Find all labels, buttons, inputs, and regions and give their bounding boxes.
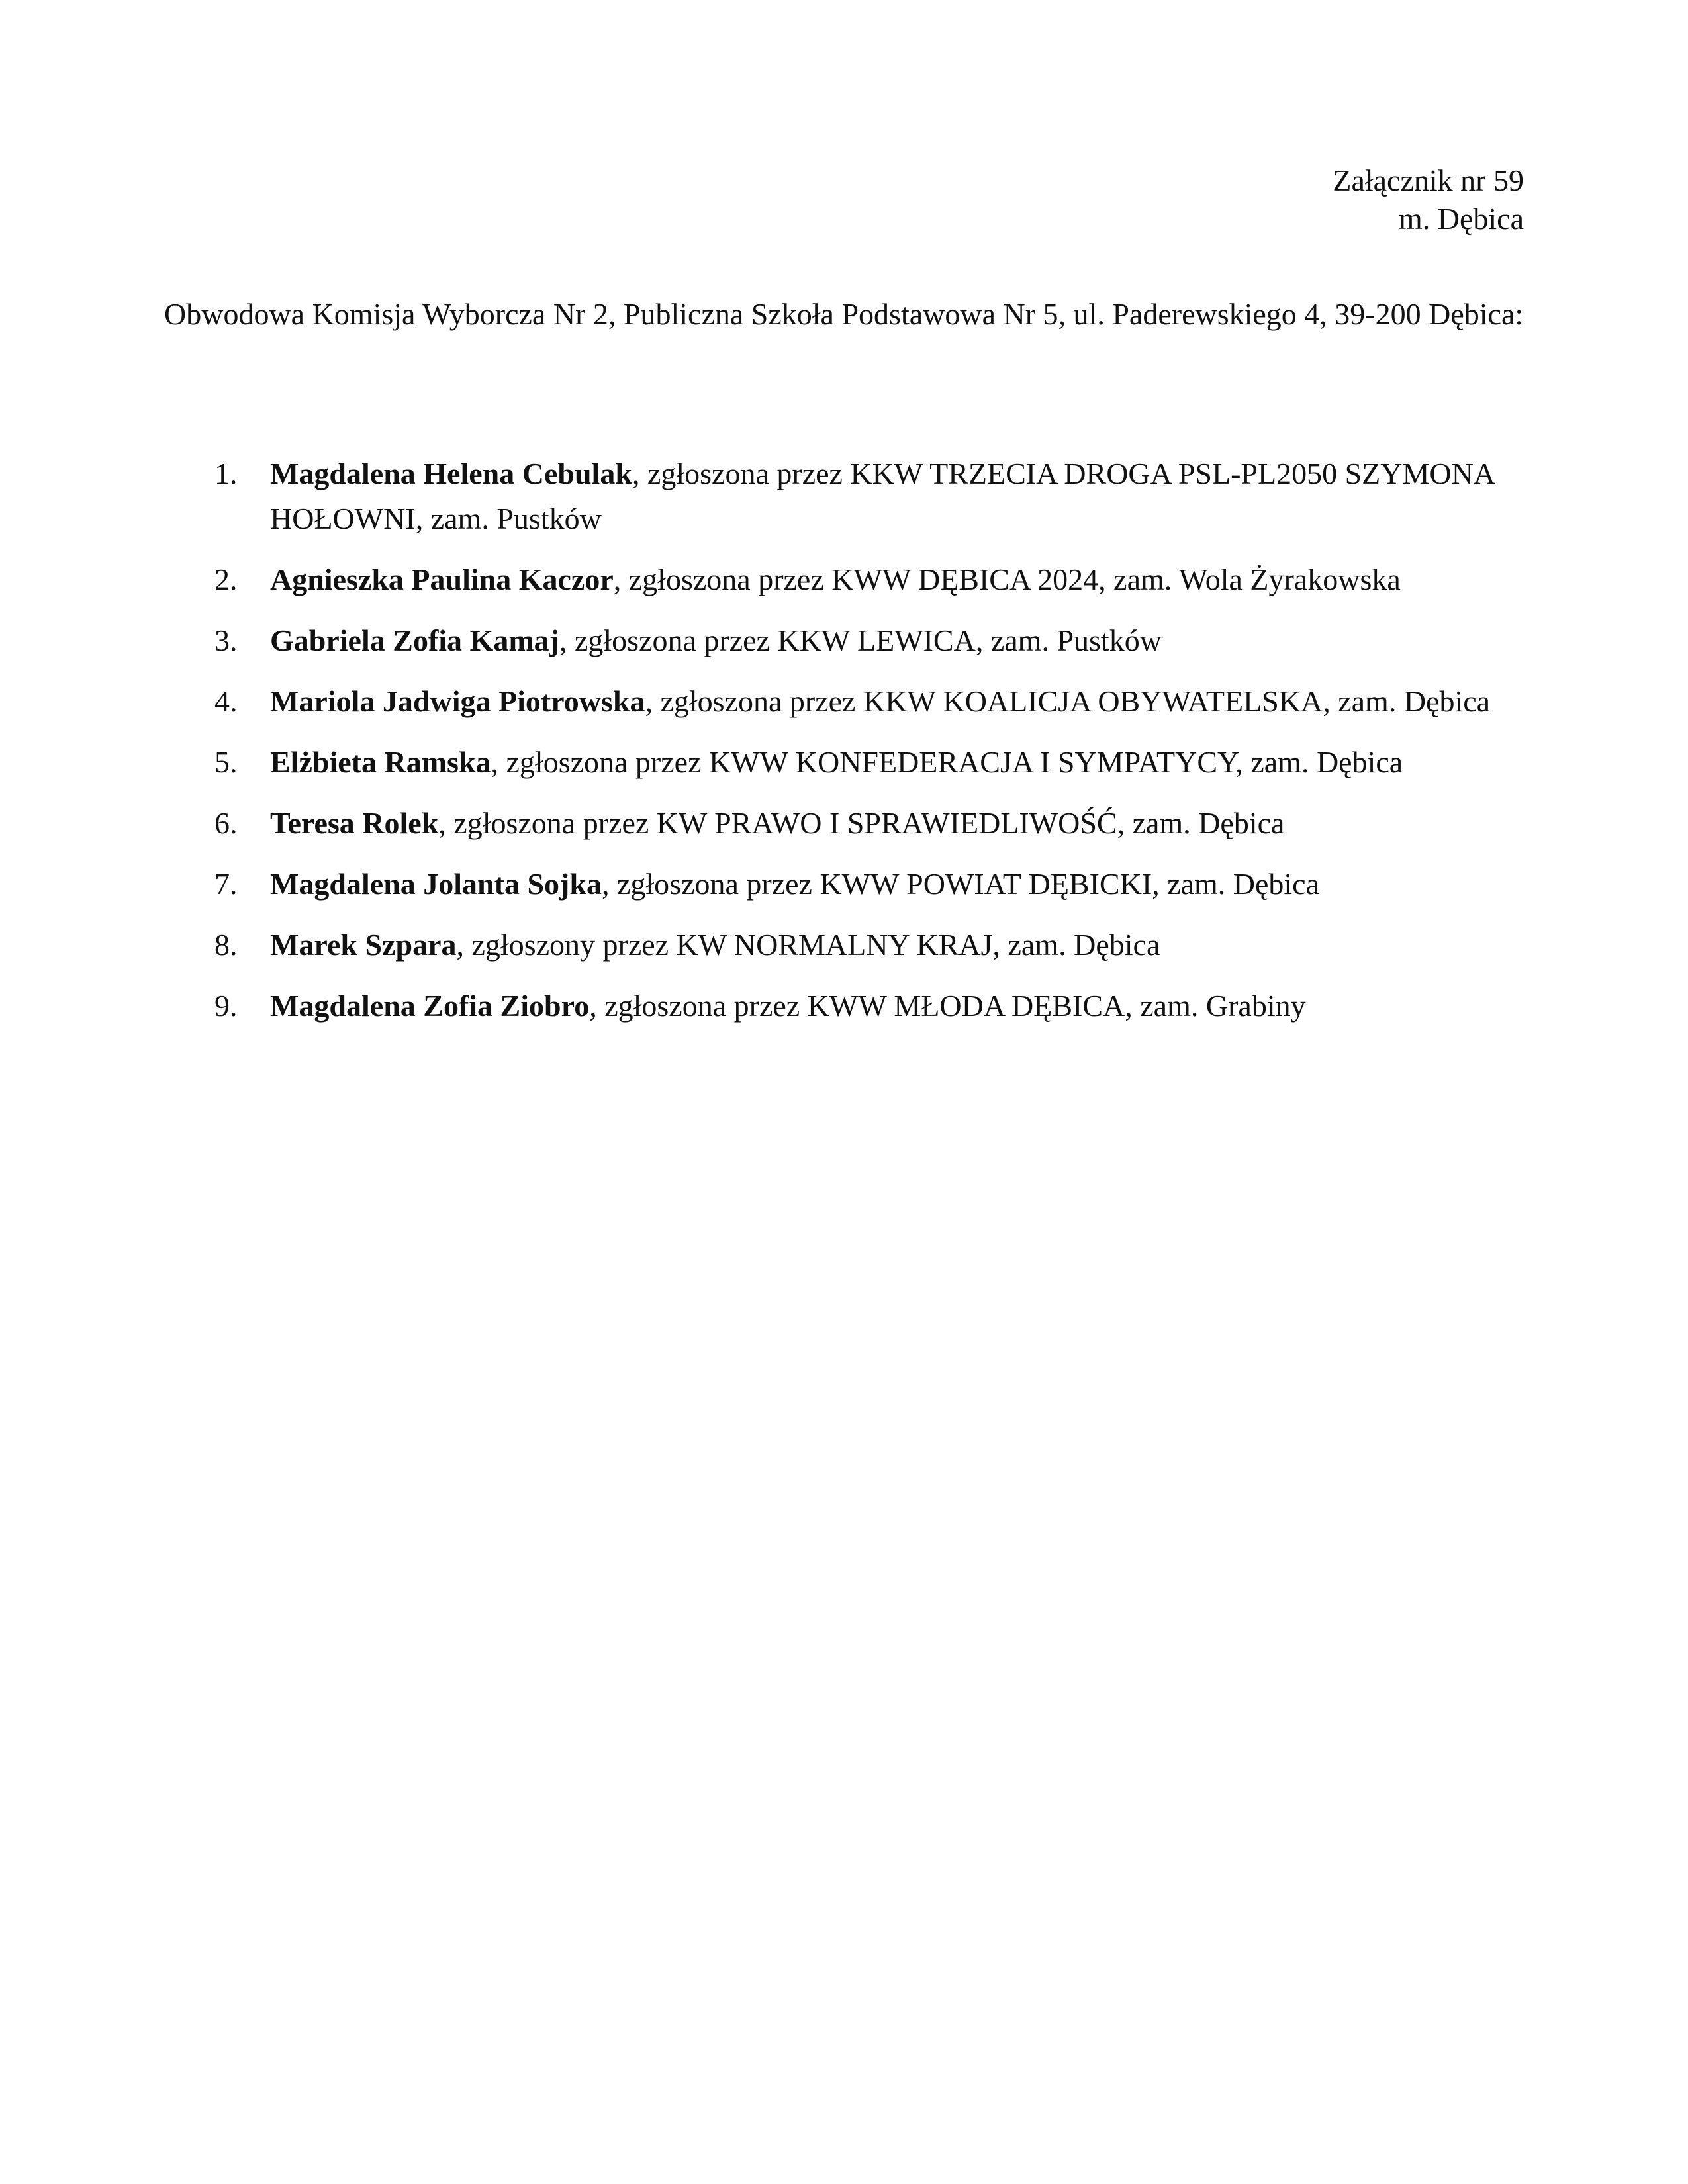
members-list <box>164 451 1528 1044</box>
member-details: , zgłoszona przez KKW KOALICJA OBYWATELSKA, zam. Dębica <box>645 684 1491 718</box>
member-details: , zgłoszony przez KW NORMALNY KRAJ, zam. Dębica <box>456 928 1160 962</box>
member-name: Gabriela Zofia Kamaj <box>270 623 559 657</box>
item-number: 8. <box>214 928 238 962</box>
list-item <box>164 983 1528 1028</box>
member-details: , zgłoszona przez KWW POWIAT DĘBICKI, zam. Dębica <box>601 867 1320 901</box>
member-details: , zgłoszona przez KWW DĘBICA 2024, zam. Wola Żyrakowska <box>613 563 1401 596</box>
list-item <box>164 923 1528 968</box>
member-name: Elżbieta Ramska <box>270 745 491 779</box>
attachment-location: m. Dębica <box>1398 202 1524 236</box>
item-number: 3. <box>214 623 238 657</box>
member-details: , zgłoszona przez KKW LEWICA, zam. Pustków <box>559 623 1162 657</box>
list-item <box>164 862 1528 907</box>
item-number: 4. <box>214 684 238 718</box>
member-name: Agnieszka Paulina Kaczor <box>270 563 614 596</box>
member-details: , zgłoszona przez KKW TRZECIA DROGA PSL-PL2050 SZYMONA HOŁOWNI, zam. Pustków <box>270 457 1494 535</box>
commission-description: Obwodowa Komisja Wyborcza Nr 2, Publiczna Szkoła Podstawowa Nr 5, ul. Paderewskiego 4, 39-200 Dębica: <box>164 297 1524 331</box>
list-item <box>164 618 1528 663</box>
member-details: , zgłoszona przez KW PRAWO I SPRAWIEDLIWOŚĆ, zam. Dębica <box>438 806 1285 840</box>
attachment-header <box>1333 161 1524 238</box>
list-item <box>164 451 1528 541</box>
item-number: 7. <box>214 867 238 901</box>
item-number: 6. <box>214 806 238 840</box>
member-name: Mariola Jadwiga Piotrowska <box>270 684 645 718</box>
item-number: 5. <box>214 745 238 779</box>
attachment-number: Załącznik nr 59 <box>1333 163 1524 197</box>
member-name: Magdalena Zofia Ziobro <box>270 989 590 1023</box>
list-item <box>164 801 1528 846</box>
member-name: Magdalena Helena Cebulak <box>270 457 632 490</box>
item-number: 2. <box>214 563 238 596</box>
member-name: Teresa Rolek <box>270 806 439 840</box>
list-item <box>164 557 1528 602</box>
list-item <box>164 740 1528 785</box>
member-details: , zgłoszona przez KWW MŁODA DĘBICA, zam. Grabiny <box>589 989 1306 1023</box>
member-details: , zgłoszona przez KWW KONFEDERACJA I SYMPATYCY, zam. Dębica <box>491 745 1403 779</box>
member-name: Marek Szpara <box>270 928 457 962</box>
item-number: 9. <box>214 989 238 1023</box>
list-item <box>164 679 1528 724</box>
member-name: Magdalena Jolanta Sojka <box>270 867 602 901</box>
item-number: 1. <box>214 457 238 490</box>
